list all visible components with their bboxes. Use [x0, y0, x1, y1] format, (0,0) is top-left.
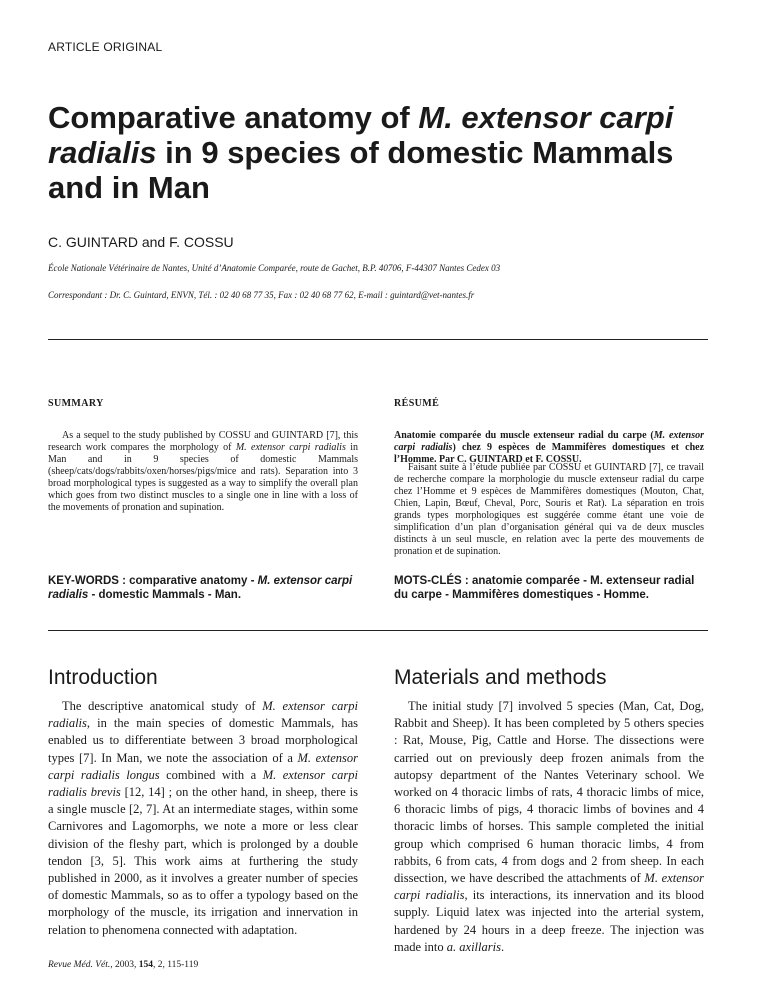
divider-top: [48, 339, 708, 340]
section-label: ARTICLE ORIGINAL: [48, 40, 163, 54]
resume-title-part: Anatomie comparée du muscle extenseur radial du carpe (: [394, 430, 654, 441]
title-muscle-name: M. extensor carpi radialis: [48, 100, 674, 170]
journal-reference: [48, 960, 198, 970]
affiliation: École Nationale Vétérinaire de Nantes, Unité d’Anatomie Comparée, route de Gachet, B.P. 40706, F-44307 Nantes Cedex 03: [48, 263, 501, 273]
methods-part: .: [500, 939, 505, 954]
methods-artery-name: a. axillaris: [446, 939, 501, 954]
journal-name: Revue Méd. Vét.,: [48, 960, 113, 970]
divider-middle: [48, 630, 708, 631]
summary-heading: SUMMARY: [48, 398, 104, 409]
mots-cles: MOTS-CLÉS : anatomie comparée - M. extenseur radial du carpe - Mammifères domestiques - Homme.: [394, 575, 695, 601]
methods-text: [394, 698, 704, 956]
article-title: [48, 100, 728, 205]
resume-text: Faisant suite à l’étude publiée par COSSU et GUINTARD [7], ce travail de recherche compare la morphologie du muscle extenseur radial du carpe chez l’Homme et 9 espèces de Mammifères domestiques (Mouton, Chat, Chien, Lapin, Bœuf, Cheval, Porc, Souris et Rat). La séparation en trois grands types morphologiques est suggérée comme étant une voie de simplification d’un plan d’organisation général qui va de deux muscles distincts à un seul muscle, en relation avec la perte des mouvements de pronation et de supination.: [394, 462, 704, 557]
journal-volume: 154: [138, 960, 153, 970]
resume-heading: RÉSUMÉ: [394, 398, 440, 409]
summary-part: As a sequel to the study published by COSSU and GUINTARD [7], this research work compares the morphology of: [48, 430, 358, 453]
introduction-heading: Introduction: [48, 666, 158, 689]
summary-muscle-name: M. extensor carpi radialis: [235, 442, 346, 453]
title-part: Comparative anatomy of: [48, 100, 419, 135]
title-part: in 9 species of domestic Mammals and in Man: [48, 135, 674, 205]
intro-part: [12, 14] ; on the other hand, in sheep, there is a single muscle [2, 7]. At an intermediate stages, within some Carnivores and Lagomorphs, we note a more or less clear division of the fleshy part, which is prolonged by a double tendon [3, 5]. This work aims at furthering the study published in 2000, as it involves a greater number of species of domestic Mammals, so as to offer a typology based on the morphology of the muscle, its irrigation and innervation in relation to phenomena connected with adaptation.: [48, 785, 358, 937]
resume-title-muscle-name: M. extensor carpi radialis: [394, 430, 704, 453]
intro-part: combined with a: [159, 767, 263, 782]
resume-title: [394, 430, 704, 466]
intro-muscle-name: M. extensor carpi radialis: [48, 699, 358, 731]
intro-muscle-longus: M. extensor carpi radialis longus: [48, 750, 358, 782]
methods-part: The initial study [7] involved 5 species (Man, Cat, Dog, Rabbit and Sheep). It has been completed by 5 others species : Rat, Mouse, Pig, Cattle and Horse. The dissections were carried out on previously deep frozen animals from the autopsy department of the Nantes Veterinary school. We worked on 4 thoracic limbs of rats, 4 thoracic limbs of mice, 6 thoracic limbs of pigs, 4 thoracic limbs of bovines and 4 thoracic limbs of horses. This sample completed the initial group which comprised 6 human thoracic limbs, 4 from rabbits, 6 from cats, 4 from dogs and 2 from sheep. In each dissection, we have described the attachments of: [394, 699, 704, 886]
resume-title-part: ) chez 9 espèces de Mammifères domestiques et chez l’Homme. Par C. GUINTARD et F. COSSU.: [394, 442, 705, 465]
intro-part: , in the main species of domestic Mammals, has enabled us to differentiate between 3 broad morphological types [7]. In Man, we note the association of a: [48, 716, 358, 765]
journal-year: 2003,: [115, 960, 137, 970]
authors: C. GUINTARD and F. COSSU: [48, 234, 234, 250]
methods-heading: Materials and methods: [394, 666, 607, 689]
keywords: [48, 574, 358, 602]
methods-muscle-name: M. extensor carpi radialis: [394, 871, 704, 903]
intro-muscle-brevis: M. extensor carpi radialis brevis: [48, 767, 358, 800]
intro-part: The descriptive anatomical study of: [62, 699, 263, 713]
introduction-text: [48, 698, 358, 939]
summary-part: in Man and in 9 species of domestic Mammals (sheep/cats/dogs/rabbits/oxen/horses/pigs/mice and rats). Separation into 3 broad morphological types is suggested as a way to simplify the overall plan which goes from two distinct muscles to a single one in line with a loss of the movements of pronation and supination.: [48, 442, 359, 513]
methods-part: , its interactions, its innervation and its blood supply. Liquid latex was injected into the arterial system, hardened by 24 hours in a deep freeze. The injection was made into: [394, 888, 704, 954]
keywords-muscle-name: M. extensor carpi radialis: [48, 575, 353, 601]
keywords-part: KEY-WORDS : comparative anatomy -: [48, 575, 258, 587]
correspondence: Correspondant : Dr. C. Guintard, ENVN, Tél. : 02 40 68 77 35, Fax : 02 40 68 77 62, E-mail : guintard@vet-nantes.fr: [48, 290, 475, 300]
summary-text: [48, 430, 358, 514]
journal-issue-pages: , 2, 115-119: [153, 960, 199, 970]
keywords-part: - domestic Mammals - Man.: [88, 589, 242, 601]
